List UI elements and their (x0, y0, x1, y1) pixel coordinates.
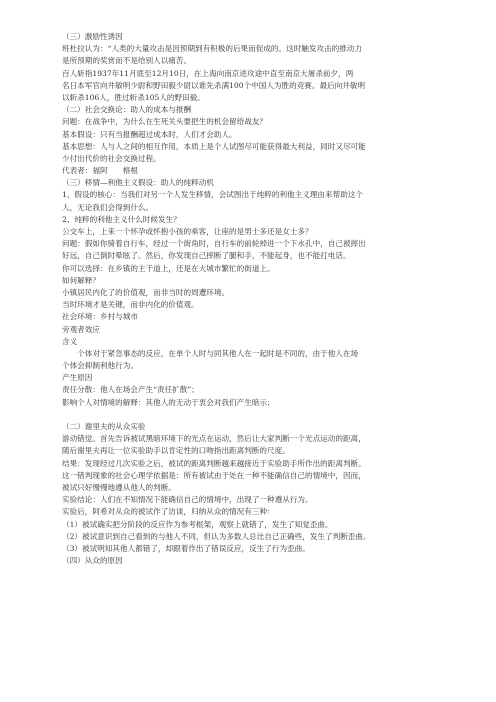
text-line: 产生原因 (62, 373, 93, 383)
text-line: 这一错判现象的社会心理学依据是：所有被试由于处在一种不能确信自己的情境中，因而， (62, 470, 366, 480)
text-line: 影响个人对情境的解释：其他人的无动于衷会对我们产生暗示； (62, 397, 275, 407)
text-line: 代表者：福阿 格根 (62, 166, 138, 176)
text-line: 如何解释？ (62, 275, 100, 285)
text-line: 随后谢里夫再让一位实验助手以肯定性的口吻指出距离判断的尺度。 (62, 446, 290, 456)
text-line: 2、纯粹的利他主义什么时候发生？ (62, 214, 181, 224)
document-body (62, 31, 438, 567)
text-line: 是所预期的奖赏而不是给别人以痛苦。 (62, 56, 192, 66)
text-line: 人，无论我们会得到什么。 (62, 202, 154, 212)
text-line: （四）从众的原因 (62, 556, 123, 566)
text-line: 游动错觉。首先告诉被试黑暗环境下的光点在运动，然后让大家判断一个光点运动的距离， (62, 434, 366, 444)
text-line: 问题：假如你骑着自行车，经过一个街角时，自行车的前轮掉进一个下水孔中，自己被摔出 (62, 239, 366, 249)
text-line: 基本思想：人与人之间的相互作用，本质上是个人试图尽可能获得最大利益，同时又尽可能 (62, 141, 366, 151)
text-line: 名日本军官向井敏明少尉和野田毅少尉以谁先杀满100个中国人为胜的竞赛。最后向井敏明 (62, 80, 366, 90)
text-line: （二）谢里夫的从众实验 (62, 422, 146, 431)
text-line: （3）被试明知其他人都错了，却跟着作出了错误反应，反生了行为歪曲。 (62, 543, 310, 553)
text-line: 以斩杀106人，胜过斩杀105人的野田毅。 (62, 92, 205, 102)
text-line: （三）激励性诱因 (62, 32, 123, 41)
text-line: 你可以选择：在乡镇的主干道上，还是在大城市繁忙的街道上。 (62, 263, 275, 273)
text-line: 好远，自己倒时晕眩了。然后，你发现自己摔断了腿和手，不能起身，也不能打电话。 (62, 251, 351, 261)
text-line: 个体对于紧急事态的反应，在单个人时与同其他人在一起时是不同的，由于他人在场 (62, 348, 359, 358)
text-line: 班杜拉认为：“人类的大量攻击是因预期到有积极的后果而促成的。这时触发攻击的推动力 (62, 44, 363, 54)
text-line: （1）被试确实把分阶段的反应作为参考框架，观察上就错了，发生了知觉歪曲。 (62, 519, 333, 529)
blank-line (62, 409, 438, 421)
text-line: 百人斩指1937年11月底至12月10日，在上海向南京进攻途中直至南京大屠杀前夕，两 (62, 68, 354, 78)
text-line: 含义 (62, 336, 78, 346)
text-line: 个体会抑制利他行为。 (62, 361, 138, 371)
text-line: 少付出代价的社会交换过程。 (62, 153, 161, 163)
text-line: 实验结论：人们在不知情况下能确信自己的情境中，出现了一种遵从行为。 (62, 495, 313, 505)
text-line: 公交车上，上来一个怀孕或怀抱小孩的乘客，让座的是男士多还是女士多？ (62, 227, 313, 236)
text-line: 社会环境：乡村与城市 (62, 312, 138, 322)
text-line: 问题：在战争中，为什么在生死关头要把生的机会留给战友？ (62, 117, 268, 127)
text-line: 小镇居民内化了的价值观，而非当时的周遭环境。 (62, 287, 230, 297)
text-line: 实验后，阿希对从众的被试作了访谈，归纳从众的情况有三种： (62, 507, 275, 517)
text-line: 结果：发现经过几次实验之后，被试的距离判断越来越接近于实验助手所作出的距离判断。 (62, 458, 366, 468)
text-line: （2）被试意识到自己看到的与他人不同，但认为多数人总比自己正确些，发生了判断歪曲。 (62, 531, 371, 541)
text-line: 基本假设：只有当报酬超过成本时，人们才会助人。 (62, 129, 237, 139)
text-line: 旁观者效应 (62, 324, 100, 334)
text-line: 责任分散：他人在场会产生“责任扩散”； (62, 385, 199, 395)
text-line: 被试只好慢慢地遵从他人的判断。 (62, 482, 176, 492)
text-line: （二）社会交换论：助人的成本与报酬 (62, 105, 192, 115)
text-line: 当时环境才是关键，而非内化的价值观。 (62, 300, 199, 310)
text-line: 1、假设的核心：当我们对另一个人发生移情，会试图出于纯粹的利他主义理由来帮助这个 (62, 190, 363, 200)
text-line: （三）移情—利他主义假设：助人的纯粹动机 (62, 178, 214, 188)
